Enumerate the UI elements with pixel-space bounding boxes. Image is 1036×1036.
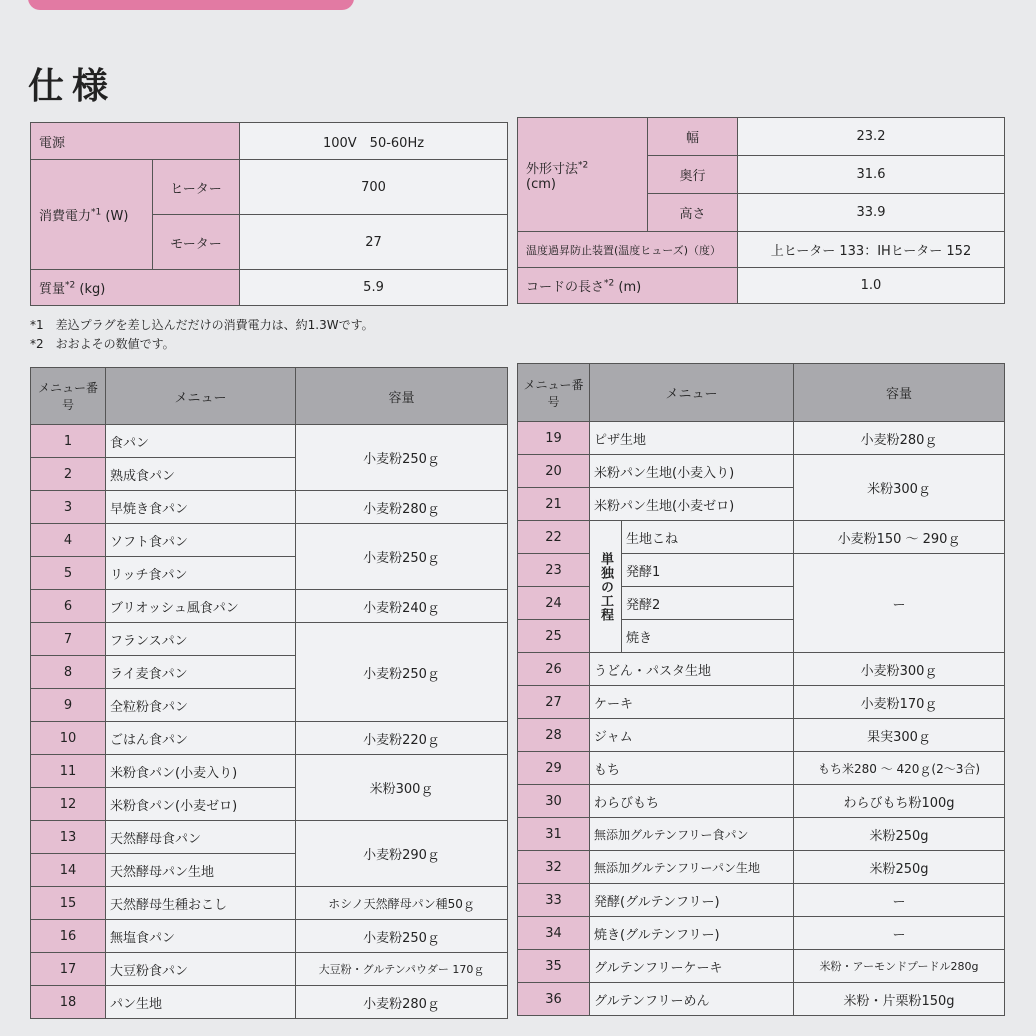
footnote-1: *1 差込プラグを差し込んだだけの消費電力は、約1.3Wです。: [30, 318, 374, 332]
menu-name: 米粉食パン(小麦入り): [106, 755, 296, 788]
menu-capacity: 米粉250g: [794, 818, 1005, 851]
menu-number: 15: [31, 887, 106, 920]
header-number: メニュー番号: [518, 364, 590, 422]
menu-name: ピザ生地: [590, 422, 794, 455]
menu-capacity: 果実300ｇ: [794, 719, 1005, 752]
menu-name: 大豆粉食パン: [106, 953, 296, 986]
menu-name: ごはん食パン: [106, 722, 296, 755]
menu-table-left: [30, 367, 508, 1019]
menu-name: 熟成食パン: [106, 458, 296, 491]
menu-name: 米粉パン生地(小麦入り): [590, 455, 794, 488]
menu-number: 5: [31, 557, 106, 590]
menu-capacity: 米粉300ｇ: [296, 755, 508, 821]
width-label: 幅: [648, 118, 738, 156]
width-value: 23.2: [738, 118, 1005, 156]
menu-capacity: 米粉250g: [794, 851, 1005, 884]
menu-name: ソフト食パン: [106, 524, 296, 557]
menu-name: 発酵2: [622, 587, 794, 620]
menu-number: 4: [31, 524, 106, 557]
menu-name: ブリオッシュ風食パン: [106, 590, 296, 623]
menu-capacity: 小麦粉220ｇ: [296, 722, 508, 755]
fuse-value: 上ヒーター 133：IHヒーター 152: [738, 232, 1005, 268]
menu-capacity: 大豆粉・グルテンパウダー 170ｇ: [296, 953, 508, 986]
menu-name: 天然酵母食パン: [106, 821, 296, 854]
menu-name: 発酵1: [622, 554, 794, 587]
heater-label: ヒーター: [153, 160, 240, 215]
section-tab: [28, 0, 354, 10]
menu-number: 16: [31, 920, 106, 953]
menu-name: 焼き(グルテンフリー): [590, 917, 794, 950]
menu-name: わらびもち: [590, 785, 794, 818]
header-number: メニュー番号: [31, 368, 106, 425]
menu-number: 19: [518, 422, 590, 455]
mass-label: 質量$^{*2}$ (kg): [31, 270, 240, 306]
menu-name: 天然酵母生種おこし: [106, 887, 296, 920]
spec-table-right: [517, 117, 1005, 304]
menu-capacity: 小麦粉150 ～ 290ｇ: [794, 521, 1005, 554]
menu-capacity: 小麦粉250ｇ: [296, 524, 508, 590]
menu-number: 9: [31, 689, 106, 722]
menu-number: 13: [31, 821, 106, 854]
menu-number: 25: [518, 620, 590, 653]
menu-number: 11: [31, 755, 106, 788]
menu-number: 21: [518, 488, 590, 521]
menu-number: 8: [31, 656, 106, 689]
menu-number: 28: [518, 719, 590, 752]
menu-name: グルテンフリーめん: [590, 983, 794, 1016]
fuse-label: 温度過昇防止装置(温度ヒューズ)（度）: [518, 232, 738, 268]
menu-capacity: もち米280 ～ 420ｇ(2～3合): [794, 752, 1005, 785]
power-label: 電源: [31, 123, 240, 160]
page-title: 仕様: [28, 66, 117, 107]
menu-number: 22: [518, 521, 590, 554]
depth-label: 奥行: [648, 156, 738, 194]
menu-capacity: 米粉・片栗粉150g: [794, 983, 1005, 1016]
menu-number: 1: [31, 425, 106, 458]
footnotes: [30, 316, 374, 354]
menu-capacity: 小麦粉290ｇ: [296, 821, 508, 887]
menu-number: 17: [31, 953, 106, 986]
menu-name: ライ麦食パン: [106, 656, 296, 689]
menu-capacity: 小麦粉170ｇ: [794, 686, 1005, 719]
menu-number: 26: [518, 653, 590, 686]
menu-capacity: ー: [794, 917, 1005, 950]
header-menu: メニュー: [590, 364, 794, 422]
motor-value: 27: [240, 215, 508, 270]
menu-number: 24: [518, 587, 590, 620]
menu-capacity: 小麦粉280ｇ: [794, 422, 1005, 455]
menu-name: 焼き: [622, 620, 794, 653]
menu-name: 無添加グルテンフリーパン生地: [590, 851, 794, 884]
menu-name: 天然酵母パン生地: [106, 854, 296, 887]
menu-table-right: [517, 363, 1005, 1016]
menu-number: 14: [31, 854, 106, 887]
menu-number: 27: [518, 686, 590, 719]
consumption-label: 消費電力$^{*1}$ (W): [31, 160, 153, 270]
menu-name: リッチ食パン: [106, 557, 296, 590]
menu-name: うどん・パスタ生地: [590, 653, 794, 686]
menu-number: 6: [31, 590, 106, 623]
menu-number: 3: [31, 491, 106, 524]
menu-number: 29: [518, 752, 590, 785]
menu-capacity: ホシノ天然酵母パン種50ｇ: [296, 887, 508, 920]
cord-value: 1.0: [738, 268, 1005, 304]
menu-number: 35: [518, 950, 590, 983]
menu-number: 18: [31, 986, 106, 1019]
menu-name: ケーキ: [590, 686, 794, 719]
menu-capacity: 小麦粉240ｇ: [296, 590, 508, 623]
cord-label: コードの長さ$^{*2}$ (m): [518, 268, 738, 304]
menu-capacity: 小麦粉280ｇ: [296, 986, 508, 1019]
menu-name: 無塩食パン: [106, 920, 296, 953]
menu-number: 2: [31, 458, 106, 491]
depth-value: 31.6: [738, 156, 1005, 194]
dimension-label: 外形寸法$^{*2}$ (cm): [518, 118, 648, 232]
menu-number: 36: [518, 983, 590, 1016]
menu-number: 10: [31, 722, 106, 755]
menu-capacity: ー: [794, 554, 1005, 653]
menu-name: 無添加グルテンフリー食パン: [590, 818, 794, 851]
menu-number: 32: [518, 851, 590, 884]
menu-capacity: 小麦粉250ｇ: [296, 920, 508, 953]
menu-capacity: 小麦粉250ｇ: [296, 425, 508, 491]
menu-name: 食パン: [106, 425, 296, 458]
menu-name: 早焼き食パン: [106, 491, 296, 524]
menu-name: フランスパン: [106, 623, 296, 656]
header-capacity: 容量: [794, 364, 1005, 422]
single-step-label: 単独の工程: [590, 521, 622, 653]
menu-capacity: 小麦粉280ｇ: [296, 491, 508, 524]
menu-name: 生地こね: [622, 521, 794, 554]
menu-name: もち: [590, 752, 794, 785]
menu-number: 7: [31, 623, 106, 656]
menu-number: 31: [518, 818, 590, 851]
height-label: 高さ: [648, 194, 738, 232]
menu-name: 米粉パン生地(小麦ゼロ): [590, 488, 794, 521]
height-value: 33.9: [738, 194, 1005, 232]
menu-name: 全粒粉食パン: [106, 689, 296, 722]
menu-capacity: 小麦粉250ｇ: [296, 623, 508, 722]
menu-capacity: 小麦粉300ｇ: [794, 653, 1005, 686]
menu-number: 23: [518, 554, 590, 587]
menu-capacity: ー: [794, 884, 1005, 917]
menu-number: 34: [518, 917, 590, 950]
footnote-2: *2 おおよその数値です。: [30, 337, 175, 351]
menu-name: 発酵(グルテンフリー): [590, 884, 794, 917]
menu-name: パン生地: [106, 986, 296, 1019]
motor-label: モーター: [153, 215, 240, 270]
spec-table-left: [30, 122, 508, 306]
menu-name: 米粉食パン(小麦ゼロ): [106, 788, 296, 821]
menu-number: 12: [31, 788, 106, 821]
power-value: 100V 50-60Hz: [240, 123, 508, 160]
menu-number: 20: [518, 455, 590, 488]
menu-capacity: 米粉・アーモンドプードル280g: [794, 950, 1005, 983]
header-menu: メニュー: [106, 368, 296, 425]
menu-capacity: わらびもち粉100g: [794, 785, 1005, 818]
menu-number: 33: [518, 884, 590, 917]
mass-value: 5.9: [240, 270, 508, 306]
menu-name: グルテンフリーケーキ: [590, 950, 794, 983]
menu-name: ジャム: [590, 719, 794, 752]
header-capacity: 容量: [296, 368, 508, 425]
menu-capacity: 米粉300ｇ: [794, 455, 1005, 521]
heater-value: 700: [240, 160, 508, 215]
menu-number: 30: [518, 785, 590, 818]
